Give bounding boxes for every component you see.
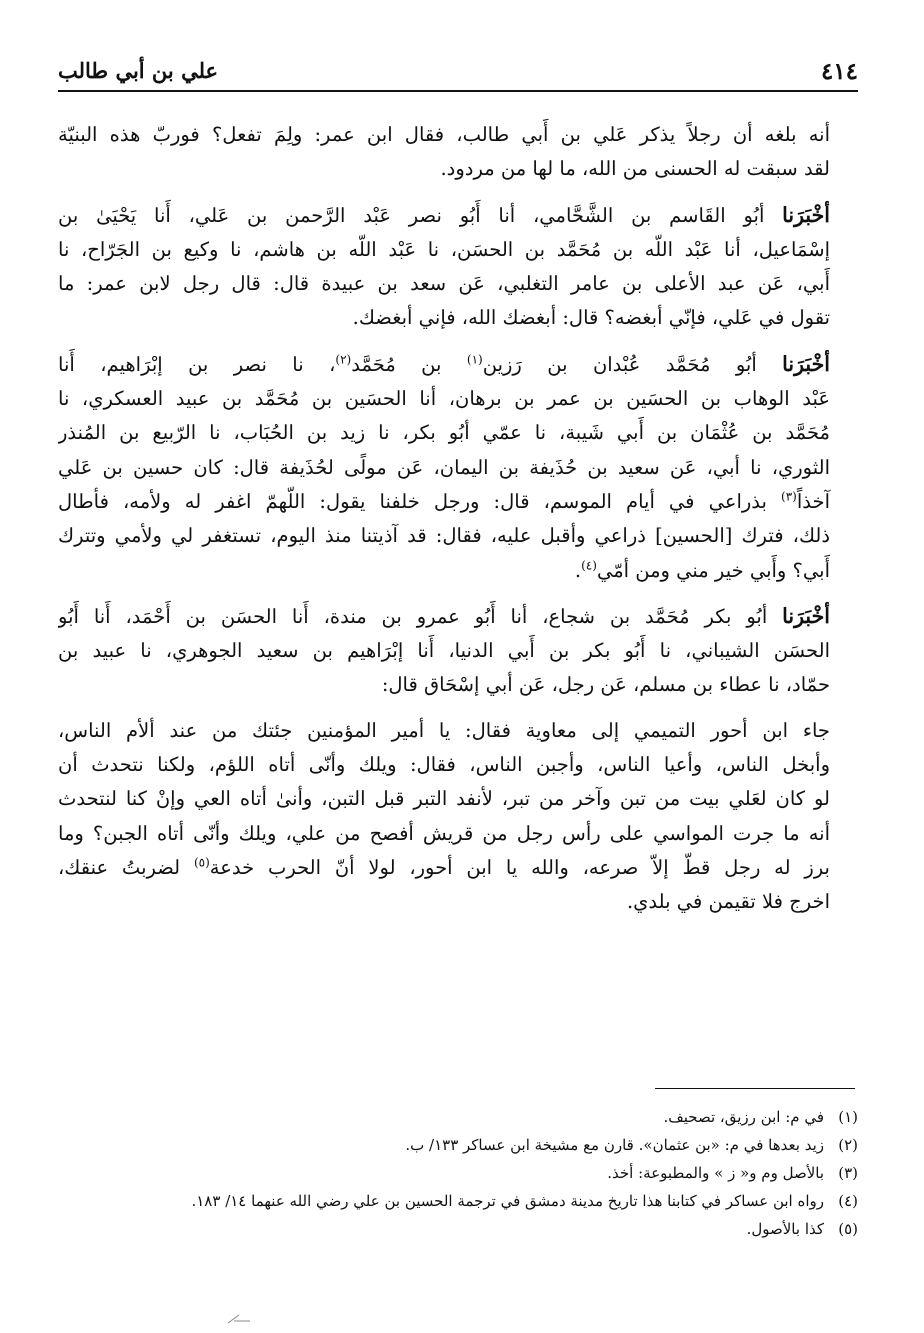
footnote-ref[interactable]: (١): [466, 352, 483, 367]
text-line: أَبي، عَن عبد الأعلى بن عامر التغلبي، عَن سعد بن عبيدة قال: قال رجل لابن عمر: ما: [58, 272, 830, 296]
text-line: إسْمَاعيل، أنا عَبْد اللّه بن مُحَمَّد بن الحسَن، نا عَبْد اللّه بن هاشم، نا وكيع بن الجَرّاح، نا: [58, 237, 830, 261]
text-line: وأبخل الناس، وأعيا الناس، وأجبن الناس، فقال: ويلك وأنّى أتاه اللؤم، ولكنا نتحدث أن: [58, 753, 830, 777]
isnad-keyword: أخْبَرَنا: [782, 603, 830, 628]
page-number: ٤١٤: [820, 58, 858, 85]
paragraph: [58, 347, 858, 588]
text-line: عَبْد الوهاب بن الحسَين بن عمر بن برهان، أنا الحسَين بن مُحَمَّد بن عبيد العسكري، نا: [58, 387, 830, 411]
running-title: علي بن أبي طالب: [58, 58, 219, 83]
footnote: [58, 1159, 858, 1187]
footnote-number: (٢): [838, 1136, 858, 1154]
text-line: لو كان لعَلي بيت من تبن وآخر من تبر، لأنفد التبر قبل التبن، وأنىٰ أتاه العي وإنْ كنا لنتحدث: [58, 787, 830, 811]
footnote-ref[interactable]: (٥): [193, 855, 210, 870]
text-line: اخرج فلا تقيمن في بلدي.: [626, 890, 830, 914]
text-line: أنه بلغه أن رجلاً يذكر عَلي بن أَبي طالب، فقال ابن عمر: ولِمَ تفعل؟ فوربّ هذه البنيّة: [58, 123, 830, 146]
footnote-ref[interactable]: (٢): [335, 352, 352, 367]
text-line: حمّاد، نا عطاء بن مسلم، عَن رجل، عَن أبي إسْحَاق قال:: [381, 673, 830, 697]
paragraph: [58, 599, 858, 703]
text-line: أخْبَرَنا أبُو القَاسم بن الشَّحَّامي، أنا أَبُو نصر عَبْد الرَّحمن بن عَلي، أَنا يَحْيَىٰ بن: [58, 202, 830, 227]
text-line: الثوري، نا أبي، عَن سعيد بن حُذَيفة بن اليمان، عَن مولًى لحُذَيفة قال: كان حسين بن عَلي: [58, 455, 830, 479]
main-text: [58, 118, 858, 931]
text-line: أخْبَرَنا أبُو مُحَمَّد عُبْدان بن رَزين$^{(١)}$ بن مُحَمَّد$^{(٢)}$، نا نصر بن إبْرَاهيم، أَنا: [58, 351, 830, 376]
footnote-separator: [655, 1088, 855, 1089]
footnote: [58, 1103, 858, 1131]
footnote-number: (١): [838, 1108, 858, 1126]
paragraph: [58, 714, 858, 920]
footnote-ref[interactable]: (٣): [781, 489, 797, 504]
text-line: الحسَن الشيباني، نا أَبُو بكر بن أَبي الدنيا، أَنا إبْرَاهيم بن سعيد الجوهري، نا عبيد بن: [58, 639, 830, 663]
text-line: أنه ما جرت المواسي على رأس رجل من قريش أفصح من علي، ويلك وأنّى أتاه الجبن؟ وما: [58, 821, 830, 845]
text-line: ذلك، فترك [الحسين] ذراعي وأقبل عليه، فقال: قد آذيتنا منذ اليوم، تستغفر لي ولأمي وتترك: [58, 524, 830, 548]
footnote: [58, 1187, 858, 1215]
footnote: [58, 1215, 858, 1243]
footnote-text: رواه ابن عساكر في كتابنا هذا تاريخ مدينة دمشق في ترجمة الحسين بن علي رضي الله عنهما ١٤/ ١٨٣.: [191, 1192, 824, 1210]
footnote: [58, 1131, 858, 1159]
text-line: تقول في عَلي، فإنّي أبغضه؟ قال: أبغضك الله، فإني أبغضك.: [352, 306, 830, 330]
isnad-keyword: أخْبَرَنا: [782, 202, 830, 227]
isnad-keyword: أخْبَرَنا: [782, 351, 830, 376]
text-line: آخذاً$^{(٣)}$ بذراعي في أيام الموسم، قال: ورجل خلفنا يقول: اللّهمّ اغفر له ولأمه، فأطال: [58, 489, 830, 513]
footnote-text: في م: ابن رزيق، تصحيف.: [663, 1108, 824, 1126]
footnotes: [58, 1103, 858, 1243]
footnote-number: (٥): [838, 1220, 858, 1238]
text-line: برز له رجل قطّ إلاّ صرعه، والله يا ابن أحور، لولا أنّ الحرب خدعة$^{(٥)}$ لضربتُ عنقك،: [58, 855, 830, 879]
footnote-text: كذا بالأصول.: [746, 1220, 824, 1238]
text-line: لقد سبقت له الحسنى من الله، ما لها من مردود.: [440, 157, 830, 181]
stray-pen-mark-icon: [225, 1312, 253, 1326]
text-line: جاء ابن أحور التميمي إلى معاوية فقال: يا أمير المؤمنين جئتك من عند ألأم الناس،: [58, 718, 830, 742]
footnote-text: زيد بعدها في م: «بن عثمان». قارن مع مشيخة ابن عساكر ١٣٣/ ب.: [405, 1136, 824, 1154]
paragraph: [58, 118, 858, 187]
footnote-number: (٣): [838, 1164, 858, 1182]
text-line: مُحَمَّد بن عُثْمَان بن أَبي شَيبة، نا عمّي أبُو بكر، نا زيد بن الحُبَاب، نا الرّبيع بن المُنذر: [58, 421, 830, 445]
text-line: أَبي؟ وأَبي خير مني ومن أمّي$^{(٤)}$.: [574, 558, 830, 582]
footnote-number: (٤): [838, 1192, 858, 1210]
page-header: [58, 56, 858, 92]
footnote-text: بالأصل وم و« ز » والمطبوعة: أخذ.: [607, 1164, 824, 1182]
paragraph: [58, 198, 858, 336]
footnote-ref[interactable]: (٤): [581, 558, 597, 573]
text-line: أخْبَرَنا أبُو بكر مُحَمَّد بن شجاع، أنا أَبُو عمرو بن مندة، أَنا الحسَن بن أَحْمَد، أَنا أَبُو: [58, 603, 830, 628]
